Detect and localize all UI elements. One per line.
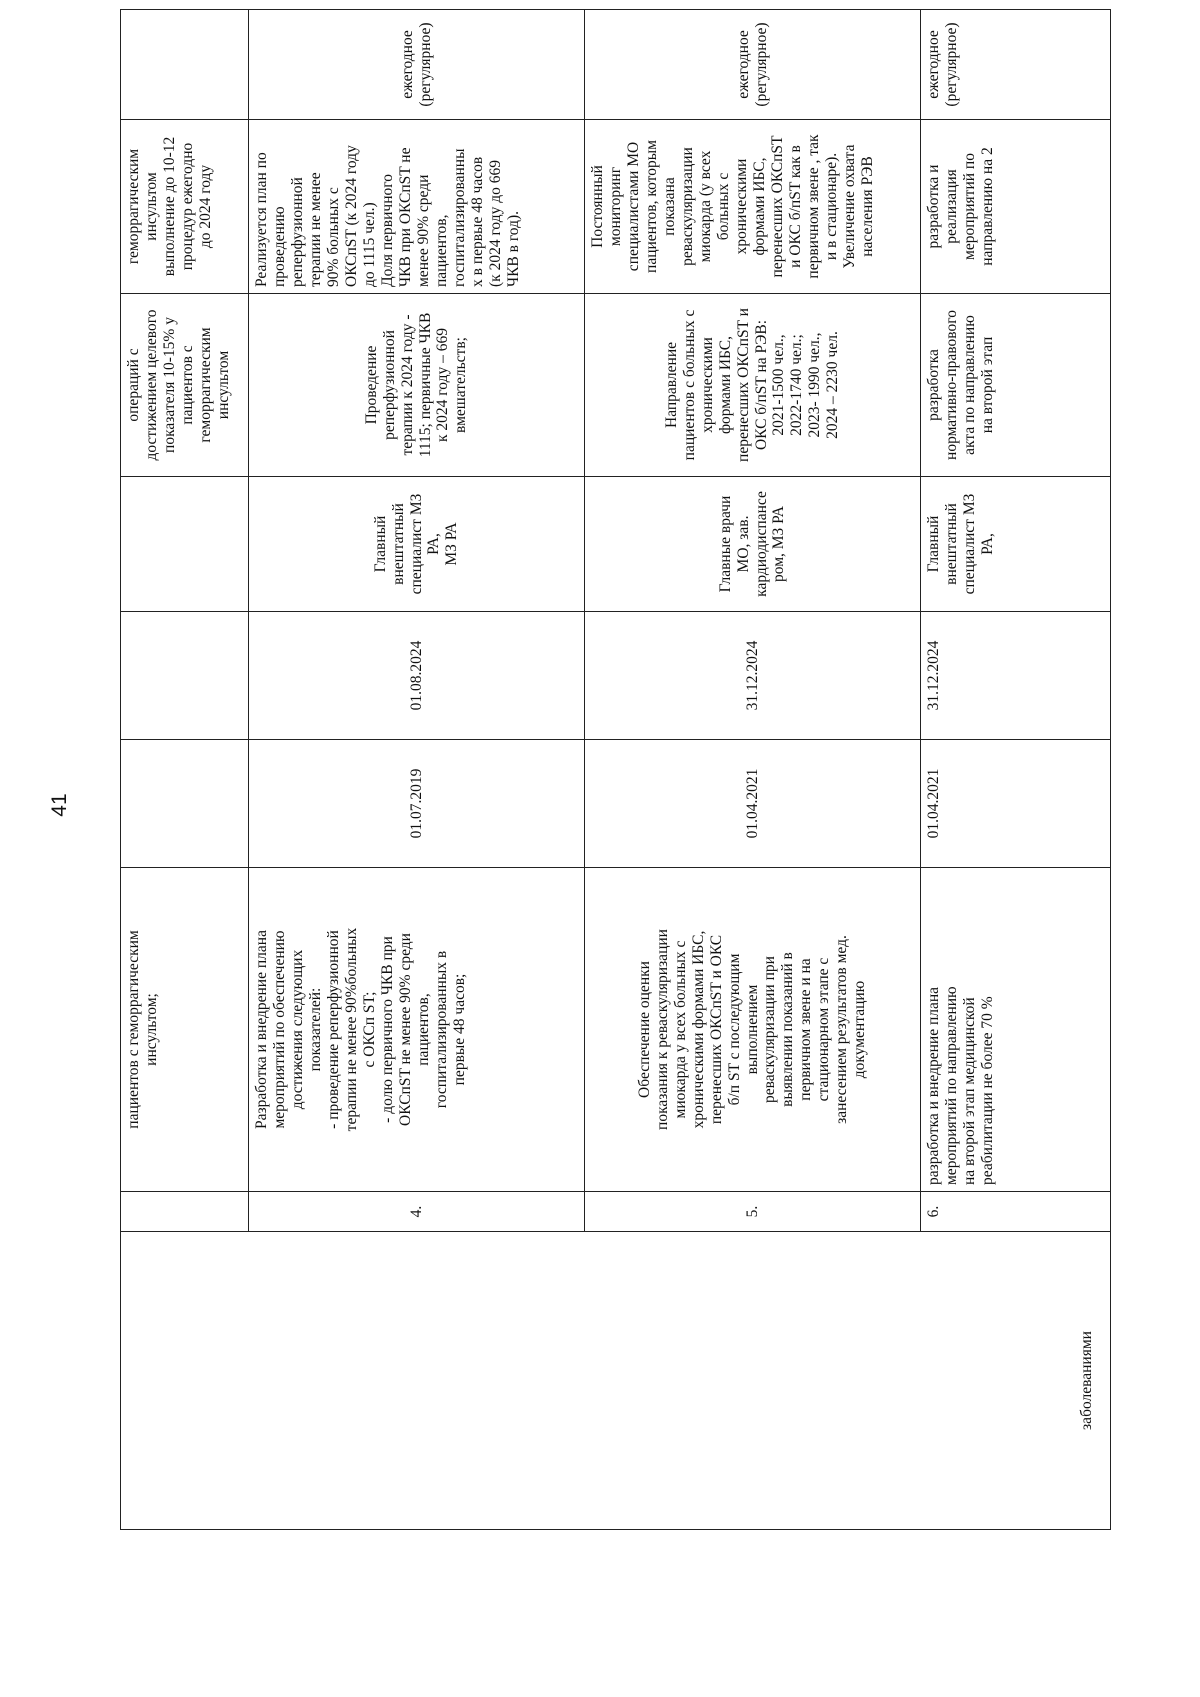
cell-num: 4. [249,1192,585,1232]
cell-periodicity: ежегодное (регулярное) [921,10,1111,120]
cell-measure: Разработка и внедрение плана мероприятий по обеспечению достижения следующих показателей: - проведение реперфузионной терапии не менее 90%больных с ОКСп ST; - долю первичного ЧКВ при ОКСпST не менее 90% среди пациентов, госпитализированных в первые 48 часов; [249,868,585,1192]
cell-result-cont: геморрагическим инсультом выполнение до 10-12 процедур ежегодно до 2024 году [121,120,249,294]
cell-start: 01.07.2019 [249,740,585,868]
rotated-table-container [120,22,1110,1530]
cell-periodicity: ежегодное (регулярное) [585,10,921,120]
cell-result: разработка и реализация мероприятий по направлению на 2 [921,120,1111,294]
cell-indicator: Направление пациентов с больных с хроническими формами ИБС, перенесших ОКСпST и ОКС б/пST на РЭВ: 2021-1500 чел., 2022-1740 чел.; 2023- 1990 чел., 2024 – 2230 чел. [585,294,921,477]
cell-num-cont [121,1192,249,1232]
cell-measure: Обеспечение оценки показания к реваскуляризации миокарда у всех больных с хроническими формами ИБС, перенесших ОКСпST и ОКС б/п ST с последующим выполнением реваскуляризации при выявлении показаний в первичном звене и на стационарном этапе с занесением результатов мед. документацию [585,868,921,1192]
cell-end: 31.12.2024 [585,612,921,740]
cell-result: Реализуется план по проведению реперфузионной терапии не менее 90% больных с ОКСпST (к 2024 году до 1115 чел.) Доля первичного ЧКВ при ОКСпST не менее 90% среди пациентов, госпитализированны х в первые 48 часов (к 2024 году до 669 ЧКВ в год). [249,120,585,294]
cell-periodicity: ежегодное (регулярное) [249,10,585,120]
cell-end: 01.08.2024 [249,612,585,740]
cell-indicator-cont: операций с достижением целевого показателя 10-15% у пациентов с геморрагическим инсультом [121,294,249,477]
cell-result: Постоянный мониторинг специалистами МО пациентов, которым показана реваскуляризации миокарда (у всех больных с хроническими формами ИБС, перенесших ОКСпST и ОКС б/пST как в первичном звене , так и в стационаре). Увеличение охвата населения РЭВ [585,120,921,294]
cell-end-cont [121,612,249,740]
page-number: 41 [48,793,71,817]
cell-start: 01.04.2021 [921,740,1111,868]
cell-responsible: Главный внештатный специалист МЗ РА, [921,477,1111,612]
cell-responsible: Главные врачи МО, зав. кардиодиспансе ром, МЗ РА [585,477,921,612]
group-label: заболеваниями [1078,1331,1096,1430]
cell-period-cont [121,10,249,120]
group-label-cell [121,1232,1111,1530]
plan-table [120,9,1111,1530]
cell-measure-cont: пациентов с геморрагическим инсультом; [121,868,249,1192]
cell-responsible: Главный внештатный специалист МЗ РА, МЗ РА [249,477,585,612]
cell-indicator: Проведение реперфузионной терапии к 2024 году - 1115; первичные ЧКВ к 2024 году – 669 вмешательств; [249,294,585,477]
cell-start-cont [121,740,249,868]
cell-num: 5. [585,1192,921,1232]
cell-end: 31.12.2024 [921,612,1111,740]
table-row [121,10,249,1530]
cell-indicator: разработка нормативно-правового акта по направлению на второй этап [921,294,1111,477]
cell-resp-cont [121,477,249,612]
cell-start: 01.04.2021 [585,740,921,868]
cell-num: 6. [921,1192,1111,1232]
cell-measure: разработка и внедрение плана мероприятий по направлению на второй этап медицинской реабилитации не более 70 % [921,868,1111,1192]
